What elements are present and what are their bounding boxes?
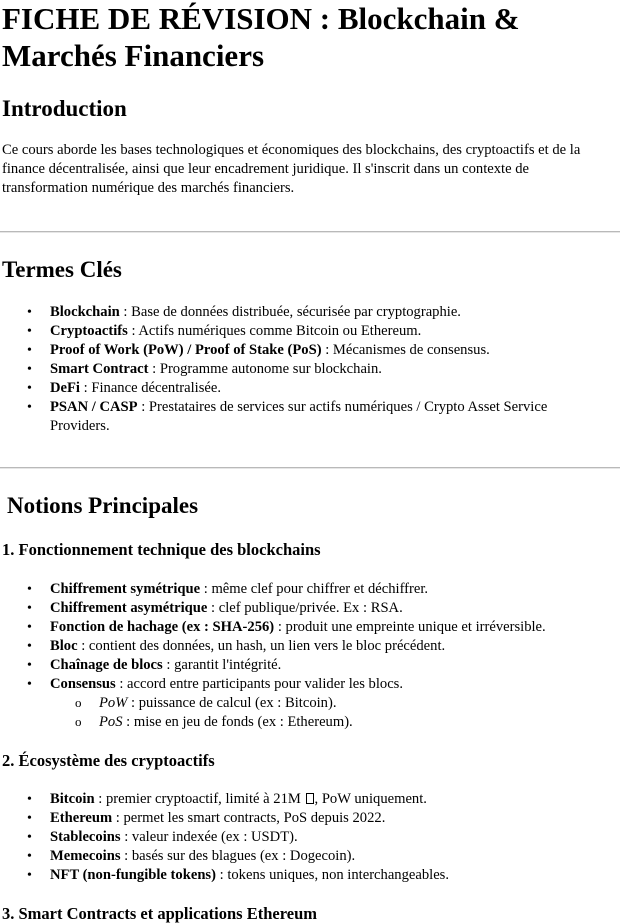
key-terms-heading: Termes Clés bbox=[2, 257, 122, 282]
list-item bbox=[0, 379, 610, 398]
term-label: Chiffrement symétrique bbox=[50, 581, 201, 597]
list-item bbox=[0, 847, 610, 866]
subsection-heading-smart-contracts: 3. Smart Contracts et applications Ethereum bbox=[2, 904, 317, 923]
key-terms-list bbox=[0, 303, 610, 436]
term-definition: : même clef pour chiffrer et déchiffrer. bbox=[200, 581, 429, 597]
list-item bbox=[0, 599, 610, 618]
term-definition: : basés sur des blagues (ex : Dogecoin). bbox=[120, 848, 356, 864]
consensus-sublist bbox=[50, 694, 610, 732]
list-item bbox=[0, 618, 610, 637]
term-label: Blockchain bbox=[50, 304, 120, 320]
main-notions-heading: Notions Principales bbox=[7, 493, 199, 518]
introduction-heading: Introduction bbox=[2, 96, 127, 121]
term-definition: : Finance décentralisée. bbox=[80, 380, 222, 396]
list-item bbox=[0, 322, 610, 341]
list-item bbox=[0, 828, 610, 847]
term-label: Proof of Work (PoW) / Proof of Stake (PoS) bbox=[50, 342, 322, 358]
crypto-ecosystem-list bbox=[0, 790, 610, 885]
sub-list-item bbox=[50, 694, 610, 713]
term-definition: : produit une empreinte unique et irréversible. bbox=[274, 619, 546, 635]
list-item bbox=[0, 341, 610, 360]
term-label: PoS bbox=[99, 714, 123, 730]
term-label: Smart Contract bbox=[50, 361, 149, 377]
term-definition: : clef publique/privée. Ex : RSA. bbox=[207, 600, 403, 616]
list-item bbox=[0, 790, 610, 809]
term-definition: : puissance de calcul (ex : Bitcoin). bbox=[127, 695, 337, 711]
term-definition: : Prestataires de services sur actifs numériques / Crypto Asset Service Providers. bbox=[50, 399, 548, 434]
document-title: FICHE DE RÉVISION : Blockchain & Marchés Financiers bbox=[2, 1, 520, 73]
term-label: Bitcoin bbox=[50, 791, 95, 807]
list-item bbox=[0, 866, 610, 885]
subsection-heading-crypto-ecosystem: 2. Écosystème des cryptoactifs bbox=[2, 751, 215, 770]
list-item bbox=[0, 637, 610, 656]
term-definition: : Mécanismes de consensus. bbox=[321, 342, 490, 358]
list-item bbox=[0, 580, 610, 599]
term-label: Ethereum bbox=[50, 810, 113, 826]
term-label: Stablecoins bbox=[50, 829, 121, 845]
list-item bbox=[0, 656, 610, 675]
term-label: Memecoins bbox=[50, 848, 121, 864]
term-label: Chaînage de blocs bbox=[50, 657, 163, 673]
term-definition: : contient des données, un hash, un lien vers le bloc précédent. bbox=[77, 638, 446, 654]
sub-list-item bbox=[50, 713, 610, 732]
term-definition: : Programme autonome sur blockchain. bbox=[148, 361, 382, 377]
term-label: Consensus bbox=[50, 676, 116, 692]
term-label: Cryptoactifs bbox=[50, 323, 128, 339]
list-item bbox=[0, 809, 610, 828]
blockchain-tech-list bbox=[0, 580, 610, 732]
term-definition: , PoW uniquement. bbox=[314, 791, 427, 807]
term-label: PoW bbox=[99, 695, 128, 711]
list-item bbox=[0, 675, 610, 732]
term-definition: : Actifs numériques comme Bitcoin ou Ethereum. bbox=[127, 323, 422, 339]
term-definition: : valeur indexée (ex : USDT). bbox=[120, 829, 298, 845]
subsection-heading-blockchain-tech: 1. Fonctionnement technique des blockchains bbox=[2, 540, 321, 559]
term-definition: : tokens uniques, non interchangeables. bbox=[215, 867, 450, 883]
list-item bbox=[0, 398, 610, 436]
term-definition: : accord entre participants pour valider les blocs. bbox=[115, 676, 404, 692]
section-divider bbox=[0, 231, 620, 233]
term-label: NFT (non-fungible tokens) bbox=[50, 867, 216, 883]
introduction-paragraph: Ce cours aborde les bases technologiques et économiques des blockchains, des cryptoactifs et de la finance décentralisée, ainsi que leur encadrement juridique. Il s'inscrit dans un contexte de transformation numérique des marchés financiers. bbox=[2, 142, 581, 196]
term-definition: : permet les smart contracts, PoS depuis 2022. bbox=[112, 810, 386, 826]
term-definition: : mise en jeu de fonds (ex : Ethereum). bbox=[122, 714, 353, 730]
term-definition: : Base de données distribuée, sécurisée par cryptographie. bbox=[119, 304, 461, 320]
term-label: Bloc bbox=[50, 638, 78, 654]
term-definition: : premier cryptoactif, limité à 21M bbox=[94, 791, 305, 807]
term-label: PSAN / CASP bbox=[50, 399, 138, 415]
term-label: DeFi bbox=[50, 380, 80, 396]
section-divider bbox=[0, 467, 620, 469]
term-definition: : garantit l'intégrité. bbox=[162, 657, 282, 673]
list-item bbox=[0, 303, 610, 322]
missing-glyph-icon bbox=[306, 793, 314, 804]
term-label: Fonction de hachage (ex : SHA-256) bbox=[50, 619, 275, 635]
list-item bbox=[0, 360, 610, 379]
term-label: Chiffrement asymétrique bbox=[50, 600, 208, 616]
